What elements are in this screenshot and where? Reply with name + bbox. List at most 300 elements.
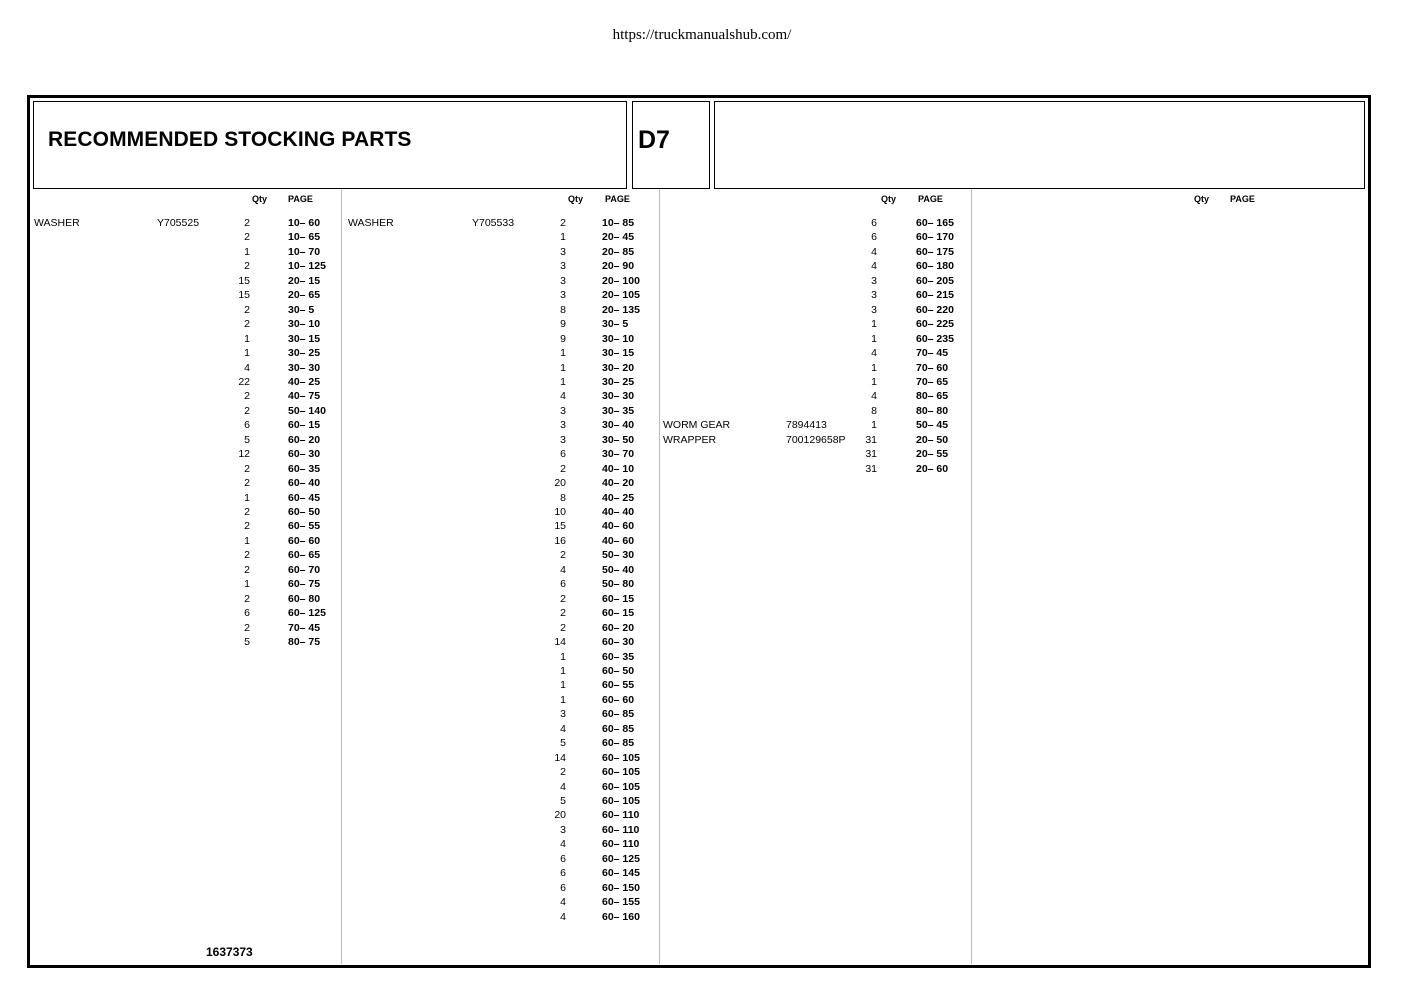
qty-value: 2 bbox=[244, 318, 250, 331]
page-ref: 80– 65 bbox=[916, 390, 949, 403]
table-row bbox=[348, 548, 648, 562]
table-row bbox=[348, 693, 648, 707]
page-ref: 30– 30 bbox=[602, 390, 635, 403]
table-row bbox=[34, 447, 334, 461]
page-ref: 20– 15 bbox=[288, 274, 321, 287]
table-row bbox=[663, 303, 963, 317]
table-row bbox=[34, 433, 334, 447]
page-ref: 20– 55 bbox=[916, 448, 949, 461]
table-row bbox=[34, 548, 334, 562]
qty-value: 2 bbox=[244, 404, 250, 417]
qty-value: 6 bbox=[871, 217, 877, 229]
qty-value: 2 bbox=[244, 549, 250, 562]
table-row bbox=[34, 606, 334, 620]
table-row bbox=[348, 418, 648, 432]
qty-value: 6 bbox=[244, 419, 250, 432]
page-ref: 30– 5 bbox=[288, 303, 315, 316]
table-row bbox=[348, 678, 648, 692]
page-ref: 20– 100 bbox=[602, 274, 640, 287]
page-ref: 60– 55 bbox=[602, 679, 635, 692]
qty-value: 1 bbox=[560, 664, 566, 677]
qty-value: 3 bbox=[871, 303, 877, 316]
page-ref: 30– 10 bbox=[288, 318, 321, 331]
page-ref: 60– 85 bbox=[602, 708, 635, 721]
qty-value: 1 bbox=[871, 332, 877, 345]
page-ref: 60– 150 bbox=[602, 881, 640, 894]
qty-value: 5 bbox=[560, 737, 566, 750]
page-ref: 60– 105 bbox=[602, 751, 640, 764]
page-ref: 50– 45 bbox=[916, 419, 949, 432]
page-ref: 60– 15 bbox=[288, 419, 321, 432]
table-row bbox=[663, 418, 963, 432]
qty-value: 1 bbox=[871, 318, 877, 331]
document-number: 1637373 bbox=[206, 945, 253, 959]
qty-value: 6 bbox=[560, 448, 566, 461]
table-row bbox=[34, 303, 334, 317]
qty-value: 20 bbox=[554, 477, 566, 490]
qty-value: 31 bbox=[865, 448, 877, 461]
page-ref: 40– 25 bbox=[602, 491, 635, 504]
page-ref: 20– 135 bbox=[602, 303, 640, 316]
qty-value: 8 bbox=[560, 491, 566, 504]
table-row bbox=[34, 592, 334, 606]
page-ref: 20– 85 bbox=[602, 245, 635, 258]
page-ref: 40– 25 bbox=[288, 375, 321, 388]
qty-value: 4 bbox=[560, 390, 566, 403]
qty-header: Qty bbox=[881, 194, 897, 204]
table-row bbox=[348, 462, 648, 476]
page-url: https://truckmanualshub.com/ bbox=[612, 27, 792, 43]
qty-value: 2 bbox=[244, 462, 250, 475]
qty-value: 6 bbox=[560, 881, 566, 894]
page-ref: 20– 90 bbox=[602, 260, 635, 273]
qty-value: 1 bbox=[244, 534, 250, 547]
table-row bbox=[34, 418, 334, 432]
table-row bbox=[348, 577, 648, 591]
table-row bbox=[663, 288, 963, 302]
page-ref: 30– 15 bbox=[288, 332, 321, 345]
page-ref: 20– 65 bbox=[288, 289, 321, 302]
page-ref: 60– 175 bbox=[916, 245, 954, 258]
qty-value: 6 bbox=[244, 607, 250, 620]
table-row bbox=[663, 332, 963, 346]
qty-value: 9 bbox=[560, 332, 566, 345]
page-ref: 70– 65 bbox=[916, 375, 949, 388]
qty-value: 2 bbox=[244, 506, 250, 518]
table-row bbox=[663, 433, 963, 447]
page-ref: 60– 15 bbox=[602, 592, 635, 605]
qty-value: 4 bbox=[871, 390, 877, 403]
page-ref: 60– 125 bbox=[288, 607, 326, 620]
qty-value: 1 bbox=[560, 375, 566, 388]
qty-value: 15 bbox=[238, 289, 250, 302]
table-row bbox=[663, 346, 963, 360]
table-row bbox=[34, 288, 334, 302]
page-ref: 20– 60 bbox=[916, 462, 949, 475]
page-ref: 60– 170 bbox=[916, 231, 954, 244]
column-divider bbox=[659, 189, 660, 964]
qty-value: 4 bbox=[560, 563, 566, 576]
table-row bbox=[348, 563, 648, 577]
table-row bbox=[348, 736, 648, 750]
table-row bbox=[348, 447, 648, 461]
page-ref: 60– 35 bbox=[288, 462, 321, 475]
table-row bbox=[34, 346, 334, 360]
page-ref: 60– 205 bbox=[916, 274, 954, 287]
table-row bbox=[348, 635, 648, 649]
table-row bbox=[34, 519, 334, 533]
table-row bbox=[34, 635, 334, 649]
qty-value: 9 bbox=[560, 318, 566, 331]
page-ref: 30– 25 bbox=[288, 347, 321, 360]
page-ref: 60– 125 bbox=[602, 852, 640, 865]
qty-value: 4 bbox=[871, 347, 877, 360]
part-name: WRAPPER bbox=[663, 433, 717, 446]
table-row bbox=[348, 751, 648, 765]
column-divider bbox=[971, 189, 972, 964]
table-row bbox=[663, 389, 963, 403]
page-ref: 60– 60 bbox=[288, 534, 321, 547]
page-ref: 60– 85 bbox=[602, 737, 635, 750]
page-ref: 60– 235 bbox=[916, 332, 954, 345]
qty-value: 3 bbox=[560, 274, 566, 287]
page-ref: 60– 145 bbox=[602, 867, 640, 880]
qty-value: 2 bbox=[560, 592, 566, 605]
page-ref: 30– 40 bbox=[602, 419, 635, 432]
table-row bbox=[348, 259, 648, 273]
page-header: PAGE bbox=[288, 194, 313, 204]
table-row bbox=[663, 245, 963, 259]
qty-value: 4 bbox=[560, 780, 566, 793]
part-number: 7894413 bbox=[786, 419, 827, 432]
page-ref: 60– 105 bbox=[602, 766, 640, 779]
table-row bbox=[34, 621, 334, 635]
page-ref: 30– 15 bbox=[602, 347, 635, 360]
qty-value: 1 bbox=[244, 578, 250, 591]
page-ref: 60– 30 bbox=[602, 636, 635, 649]
table-row bbox=[348, 823, 648, 837]
qty-value: 2 bbox=[560, 217, 566, 229]
page-ref: 70– 45 bbox=[288, 621, 321, 634]
qty-value: 2 bbox=[560, 766, 566, 779]
table-row bbox=[348, 519, 648, 533]
qty-value: 2 bbox=[560, 462, 566, 475]
column-divider bbox=[341, 189, 342, 964]
page-ref: 60– 70 bbox=[288, 563, 321, 576]
qty-value: 1 bbox=[244, 245, 250, 258]
part-name: WASHER bbox=[348, 217, 394, 229]
page-header: PAGE bbox=[918, 194, 943, 204]
page-ref: 40– 10 bbox=[602, 462, 635, 475]
qty-value: 1 bbox=[244, 332, 250, 345]
table-row bbox=[34, 317, 334, 331]
page-ref: 30– 70 bbox=[602, 448, 635, 461]
qty-value: 6 bbox=[871, 231, 877, 244]
page-ref: 10– 70 bbox=[288, 245, 321, 258]
page-ref: 60– 220 bbox=[916, 303, 954, 316]
table-row bbox=[348, 332, 648, 346]
qty-value: 1 bbox=[244, 491, 250, 504]
part-number: Y705525 bbox=[157, 217, 200, 229]
qty-value: 2 bbox=[560, 549, 566, 562]
qty-header: Qty bbox=[252, 194, 268, 204]
qty-value: 12 bbox=[238, 448, 250, 461]
qty-value: 6 bbox=[560, 867, 566, 880]
table-row bbox=[348, 780, 648, 794]
qty-value: 6 bbox=[560, 578, 566, 591]
qty-value: 5 bbox=[560, 795, 566, 807]
part-number: 700129658P bbox=[786, 433, 846, 446]
table-row bbox=[348, 664, 648, 678]
qty-value: 3 bbox=[560, 404, 566, 417]
page-ref: 60– 65 bbox=[288, 549, 321, 562]
page-ref: 60– 20 bbox=[602, 621, 635, 634]
qty-value: 2 bbox=[244, 390, 250, 403]
qty-value: 3 bbox=[560, 289, 566, 302]
qty-value: 2 bbox=[244, 477, 250, 490]
qty-value: 1 bbox=[871, 361, 877, 374]
page-ref: 60– 40 bbox=[288, 477, 321, 490]
qty-value: 14 bbox=[554, 636, 566, 649]
table-row bbox=[34, 462, 334, 476]
qty-value: 2 bbox=[244, 520, 250, 533]
table-row bbox=[348, 881, 648, 895]
table-row bbox=[663, 230, 963, 244]
part-name: WORM GEAR bbox=[663, 419, 731, 432]
page-ref: 70– 60 bbox=[916, 361, 949, 374]
page-ref: 30– 20 bbox=[602, 361, 635, 374]
table-row bbox=[348, 303, 648, 317]
page-ref: 60– 20 bbox=[288, 433, 321, 446]
page-ref: 60– 105 bbox=[602, 795, 640, 807]
page-ref: 50– 40 bbox=[602, 563, 635, 576]
table-row bbox=[348, 707, 648, 721]
page-ref: 60– 50 bbox=[288, 506, 321, 518]
qty-value: 22 bbox=[238, 375, 250, 388]
table-row bbox=[34, 389, 334, 403]
table-row bbox=[348, 592, 648, 606]
page-ref: 80– 80 bbox=[916, 404, 949, 417]
table-row bbox=[34, 534, 334, 548]
qty-value: 1 bbox=[560, 679, 566, 692]
page-ref: 40– 60 bbox=[602, 534, 635, 547]
qty-value: 4 bbox=[871, 245, 877, 258]
part-number: Y705533 bbox=[472, 217, 515, 229]
qty-value: 1 bbox=[560, 650, 566, 663]
qty-header: Qty bbox=[1194, 194, 1210, 204]
page-ref: 60– 165 bbox=[916, 217, 954, 229]
table-row bbox=[663, 259, 963, 273]
table-row bbox=[348, 606, 648, 620]
table-row bbox=[34, 274, 334, 288]
table-row bbox=[663, 317, 963, 331]
qty-value: 2 bbox=[244, 303, 250, 316]
page-ref: 60– 110 bbox=[602, 838, 640, 851]
table-row bbox=[663, 361, 963, 375]
page-ref: 30– 30 bbox=[288, 361, 321, 374]
table-row bbox=[348, 505, 648, 519]
table-row bbox=[348, 389, 648, 403]
page-ref: 60– 55 bbox=[288, 520, 321, 533]
table-row bbox=[348, 534, 648, 548]
table-row bbox=[34, 505, 334, 519]
table-row bbox=[34, 476, 334, 490]
qty-value: 2 bbox=[244, 260, 250, 273]
table-row bbox=[348, 722, 648, 736]
qty-value: 3 bbox=[871, 289, 877, 302]
table-row bbox=[663, 375, 963, 389]
qty-value: 3 bbox=[560, 823, 566, 836]
qty-value: 5 bbox=[244, 433, 250, 446]
qty-value: 3 bbox=[560, 419, 566, 432]
table-row bbox=[348, 216, 648, 230]
table-row bbox=[34, 563, 334, 577]
page-ref: 40– 20 bbox=[602, 477, 635, 490]
page-ref: 10– 125 bbox=[288, 260, 326, 273]
qty-value: 1 bbox=[244, 347, 250, 360]
table-row bbox=[34, 216, 334, 230]
page-header: PAGE bbox=[605, 194, 630, 204]
table-row bbox=[348, 650, 648, 664]
page-ref: 60– 110 bbox=[602, 809, 640, 822]
table-row bbox=[348, 866, 648, 880]
qty-value: 4 bbox=[244, 361, 250, 374]
table-row bbox=[348, 621, 648, 635]
table-row bbox=[348, 794, 648, 808]
page-ref: 50– 30 bbox=[602, 549, 635, 562]
qty-value: 2 bbox=[560, 621, 566, 634]
page-ref: 10– 65 bbox=[288, 231, 321, 244]
page-ref: 40– 60 bbox=[602, 520, 635, 533]
qty-value: 15 bbox=[554, 520, 566, 533]
qty-value: 3 bbox=[560, 433, 566, 446]
page-ref: 60– 110 bbox=[602, 823, 640, 836]
qty-value: 3 bbox=[560, 260, 566, 273]
qty-value: 8 bbox=[560, 303, 566, 316]
page-ref: 30– 35 bbox=[602, 404, 635, 417]
page-ref: 30– 5 bbox=[602, 318, 629, 331]
qty-header: Qty bbox=[568, 194, 584, 204]
section-code: D7 bbox=[638, 126, 670, 154]
table-row bbox=[348, 245, 648, 259]
page-ref: 30– 10 bbox=[602, 332, 635, 345]
page-ref: 70– 45 bbox=[916, 347, 949, 360]
table-row bbox=[34, 259, 334, 273]
qty-value: 5 bbox=[244, 636, 250, 649]
qty-value: 3 bbox=[871, 274, 877, 287]
table-row bbox=[348, 230, 648, 244]
table-row bbox=[348, 375, 648, 389]
table-row bbox=[34, 375, 334, 389]
table-row bbox=[663, 274, 963, 288]
page-ref: 60– 50 bbox=[602, 664, 635, 677]
table-row bbox=[348, 808, 648, 822]
page-ref: 60– 80 bbox=[288, 592, 321, 605]
table-row bbox=[348, 476, 648, 490]
page-ref: 60– 75 bbox=[288, 578, 321, 591]
part-name: WASHER bbox=[34, 217, 80, 229]
page-ref: 20– 50 bbox=[916, 433, 949, 446]
page-ref: 60– 85 bbox=[602, 722, 635, 735]
page-ref: 20– 105 bbox=[602, 289, 640, 302]
qty-value: 1 bbox=[560, 347, 566, 360]
table-row bbox=[348, 491, 648, 505]
page-ref: 60– 215 bbox=[916, 289, 954, 302]
blank-header-box bbox=[714, 101, 1365, 189]
page-ref: 40– 40 bbox=[602, 506, 635, 518]
page-ref: 80– 75 bbox=[288, 636, 321, 649]
table-row bbox=[348, 404, 648, 418]
table-row bbox=[348, 910, 648, 924]
qty-value: 8 bbox=[871, 404, 877, 417]
qty-value: 4 bbox=[560, 838, 566, 851]
table-row bbox=[34, 245, 334, 259]
qty-value: 3 bbox=[560, 708, 566, 721]
page-ref: 50– 80 bbox=[602, 578, 635, 591]
qty-value: 10 bbox=[554, 506, 566, 518]
qty-value: 1 bbox=[560, 693, 566, 706]
page-ref: 60– 30 bbox=[288, 448, 321, 461]
qty-value: 4 bbox=[871, 260, 877, 273]
page-ref: 60– 225 bbox=[916, 318, 954, 331]
qty-value: 31 bbox=[865, 462, 877, 475]
page-ref: 30– 50 bbox=[602, 433, 635, 446]
qty-value: 1 bbox=[560, 361, 566, 374]
table-row bbox=[34, 577, 334, 591]
table-row bbox=[348, 433, 648, 447]
table-row bbox=[348, 346, 648, 360]
page-ref: 20– 45 bbox=[602, 231, 635, 244]
page-ref: 10– 60 bbox=[288, 217, 321, 229]
page-ref: 60– 180 bbox=[916, 260, 954, 273]
table-row bbox=[348, 837, 648, 851]
table-row bbox=[348, 895, 648, 909]
table-row bbox=[663, 462, 963, 476]
page-ref: 30– 25 bbox=[602, 375, 635, 388]
table-row bbox=[34, 361, 334, 375]
table-row bbox=[663, 447, 963, 461]
page-ref: 60– 160 bbox=[602, 910, 640, 923]
page-ref: 60– 155 bbox=[602, 896, 640, 909]
page-title: RECOMMENDED STOCKING PARTS bbox=[48, 128, 412, 151]
qty-value: 2 bbox=[244, 231, 250, 244]
table-row bbox=[348, 361, 648, 375]
page-ref: 60– 105 bbox=[602, 780, 640, 793]
qty-value: 31 bbox=[865, 433, 877, 446]
table-row bbox=[663, 404, 963, 418]
qty-value: 14 bbox=[554, 751, 566, 764]
page-ref: 50– 140 bbox=[288, 404, 326, 417]
table-row bbox=[348, 274, 648, 288]
qty-value: 15 bbox=[238, 274, 250, 287]
qty-value: 3 bbox=[560, 245, 566, 258]
page-ref: 40– 75 bbox=[288, 390, 321, 403]
qty-value: 4 bbox=[560, 910, 566, 923]
table-row bbox=[34, 230, 334, 244]
qty-value: 4 bbox=[560, 722, 566, 735]
page-header: PAGE bbox=[1230, 194, 1255, 204]
table-row bbox=[348, 288, 648, 302]
table-row bbox=[348, 317, 648, 331]
qty-value: 20 bbox=[554, 809, 566, 822]
page-ref: 60– 60 bbox=[602, 693, 635, 706]
table-row bbox=[663, 216, 963, 230]
qty-value: 1 bbox=[871, 419, 877, 432]
qty-value: 1 bbox=[560, 231, 566, 244]
qty-value: 2 bbox=[244, 217, 250, 229]
qty-value: 6 bbox=[560, 852, 566, 865]
table-row bbox=[34, 404, 334, 418]
